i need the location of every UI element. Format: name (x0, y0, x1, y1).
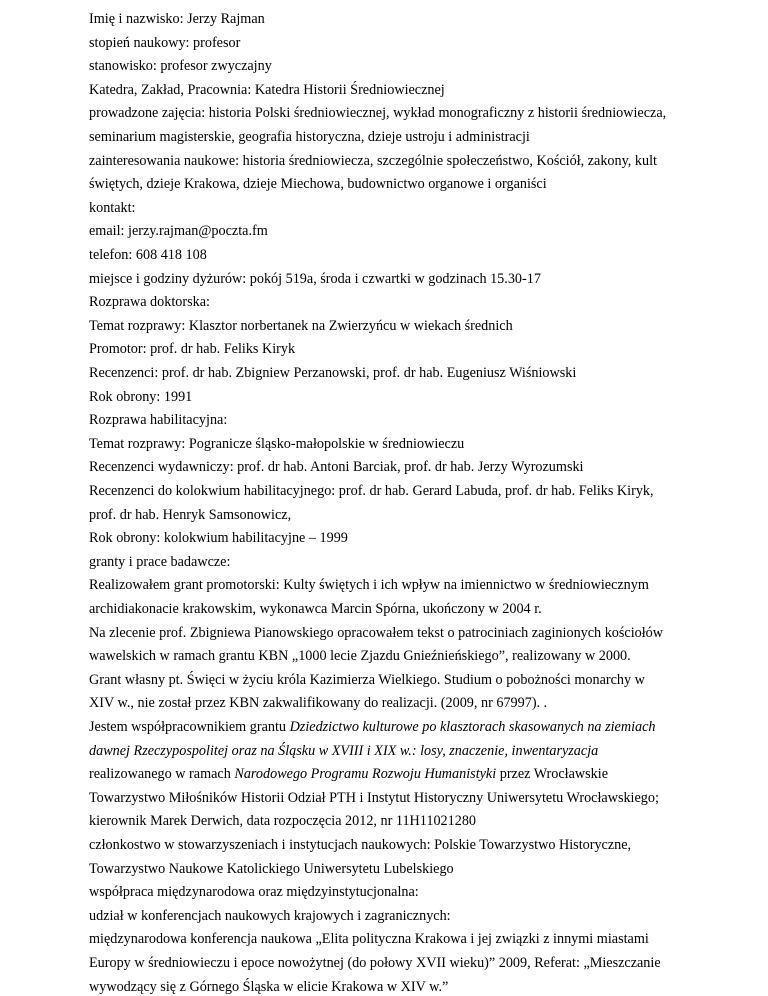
text-line: świętych, dzieje Krakowa, dzieje Miechowa, budownictwo organowe i organiści (89, 176, 547, 193)
text-line: telefon: 608 418 108 (89, 247, 207, 263)
text-line: stopień naukowy: profesor (89, 34, 241, 51)
text-line: współpraca międzynarodowa oraz międzyinstytucjonalna: (89, 884, 419, 901)
text-line: email: jerzy.rajman@poczta.fm (89, 223, 268, 240)
text-line: wawelskich w ramach grantu KBN „1000 lecie Zjazdu Gnieźnieńskiego”, realizowany w 2000. (89, 648, 631, 665)
text-line: Towarzystwo Naukowe Katolickiego Uniwersytetu Lubelskiego (89, 860, 454, 877)
text-line: udział w konferencjach naukowych krajowych i zagranicznych: (89, 907, 451, 924)
grant-line-3-text-c: przez Wrocławskie (496, 766, 608, 783)
text-line: Katedra, Zakład, Pracownia: Katedra Historii Średniowiecznej (89, 81, 445, 98)
text-line: archidiakonacie krakowskim, wykonawca Marcin Spórna, ukończony w 2004 r. (89, 601, 542, 617)
text-line: Temat rozprawy: Pogranicze śląsko-małopolskie w średniowieczu (89, 435, 465, 452)
text-line: XIV w., nie został przez KBN zakwalifikowany do realizacji. (2009, nr 67997). . (89, 695, 548, 712)
text-line: kontakt: (89, 199, 136, 216)
text-line: wywodzący się z Górnego Śląska w elicie Krakowa w XIV w.” (89, 978, 449, 995)
text-line: Grant własny pt. Święci w życiu króla Kazimierza Wielkiego. Studium o pobożności monarchy w (89, 671, 645, 688)
text-line: Towarzystwo Miłośników Historii Odział PTH i Instytut Historyczny Uniwersytetu Wrocławskiego; (89, 789, 659, 806)
text-line: Recenzenci: prof. dr hab. Zbigniew Perzanowski, prof. dr hab. Eugeniusz Wiśniowski (89, 365, 577, 381)
text-line: członkostwo w stowarzyszeniach i instytucjach naukowych: Polskie Towarzystwo Historyczne, (89, 837, 632, 853)
text-line: kierownik Marek Derwich, data rozpoczęcia 2012, nr 11H11021280 (89, 813, 477, 830)
text-line: stanowisko: profesor zwyczajny (89, 58, 272, 75)
grant-line-1-text: Jestem współpracownikiem grantu (89, 719, 290, 735)
text-line: Rok obrony: kolokwium habilitacyjne – 1999 (89, 530, 348, 547)
grant-title-italic-1: Dziedzictwo kulturowe po klasztorach skasowanych na ziemiach (289, 719, 656, 735)
text-line: prof. dr hab. Henryk Samsonowicz, (89, 506, 292, 523)
text-line: prowadzone zajęcia: historia Polski średniowiecznej, wykład monograficzny z historii średniowiecza, (89, 105, 667, 122)
text-line: Temat rozprawy: Klasztor norbertanek na Zwierzyńcu w wiekach średnich (89, 317, 513, 334)
text-line: Recenzenci wydawniczy: prof. dr hab. Antoni Barciak, prof. dr hab. Jerzy Wyrozumski (89, 459, 584, 476)
text-line: Rozprawa doktorska: (89, 294, 210, 311)
text-line: granty i prace badawcze: (89, 553, 231, 570)
grant-line-3-text-a: realizowanego w ramach (89, 766, 235, 783)
grant-line-1 (89, 718, 656, 736)
text-line: miejsce i godziny dyżurów: pokój 519a, środa i czwartki w godzinach 15.30-17 (89, 270, 541, 287)
grant-line-2 (89, 742, 598, 760)
text-line: międzynarodowa konferencja naukowa „Elita polityczna Krakowa i jej związki z innymi miastami (89, 931, 649, 948)
text-line: Imię i nazwisko: Jerzy Rajman (89, 11, 265, 27)
text-line: Rok obrony: 1991 (89, 388, 193, 405)
program-name-italic: Narodowego Programu Rozwoju Humanistyki (234, 766, 497, 783)
grant-title-italic-2: dawnej Rzeczypospolitej oraz na Śląsku w XVIII i XIX w.: losy, znaczenie, inwentaryzacja (89, 742, 599, 759)
text-line: Na zlecenie prof. Zbigniewa Pianowskiego opracowałem tekst o patrociniach zaginionych kościołów (89, 624, 664, 641)
text-line: Recenzenci do kolokwium habilitacyjnego: prof. dr hab. Gerard Labuda, prof. dr hab. Feliks Kiryk, (89, 483, 654, 499)
text-line: Realizowałem grant promotorski: Kulty świętych i ich wpływ na imiennictwo w średniowiecznym (89, 577, 649, 594)
grant-line-3 (89, 765, 608, 783)
text-line: Europy w średniowieczu i epoce nowożytnej (do połowy XVII wieku)” 2009, Referat: „Mieszczanie (89, 955, 661, 971)
text-line: seminarium magisterskie, geografia historyczna, dzieje ustroju i administracji (89, 129, 530, 145)
text-line: Promotor: prof. dr hab. Feliks Kiryk (89, 341, 296, 358)
text-line: Rozprawa habilitacyjna: (89, 412, 228, 429)
text-line: zainteresowania naukowe: historia średniowiecza, szczególnie społeczeństwo, Kościół, zakony, kult (89, 152, 657, 169)
